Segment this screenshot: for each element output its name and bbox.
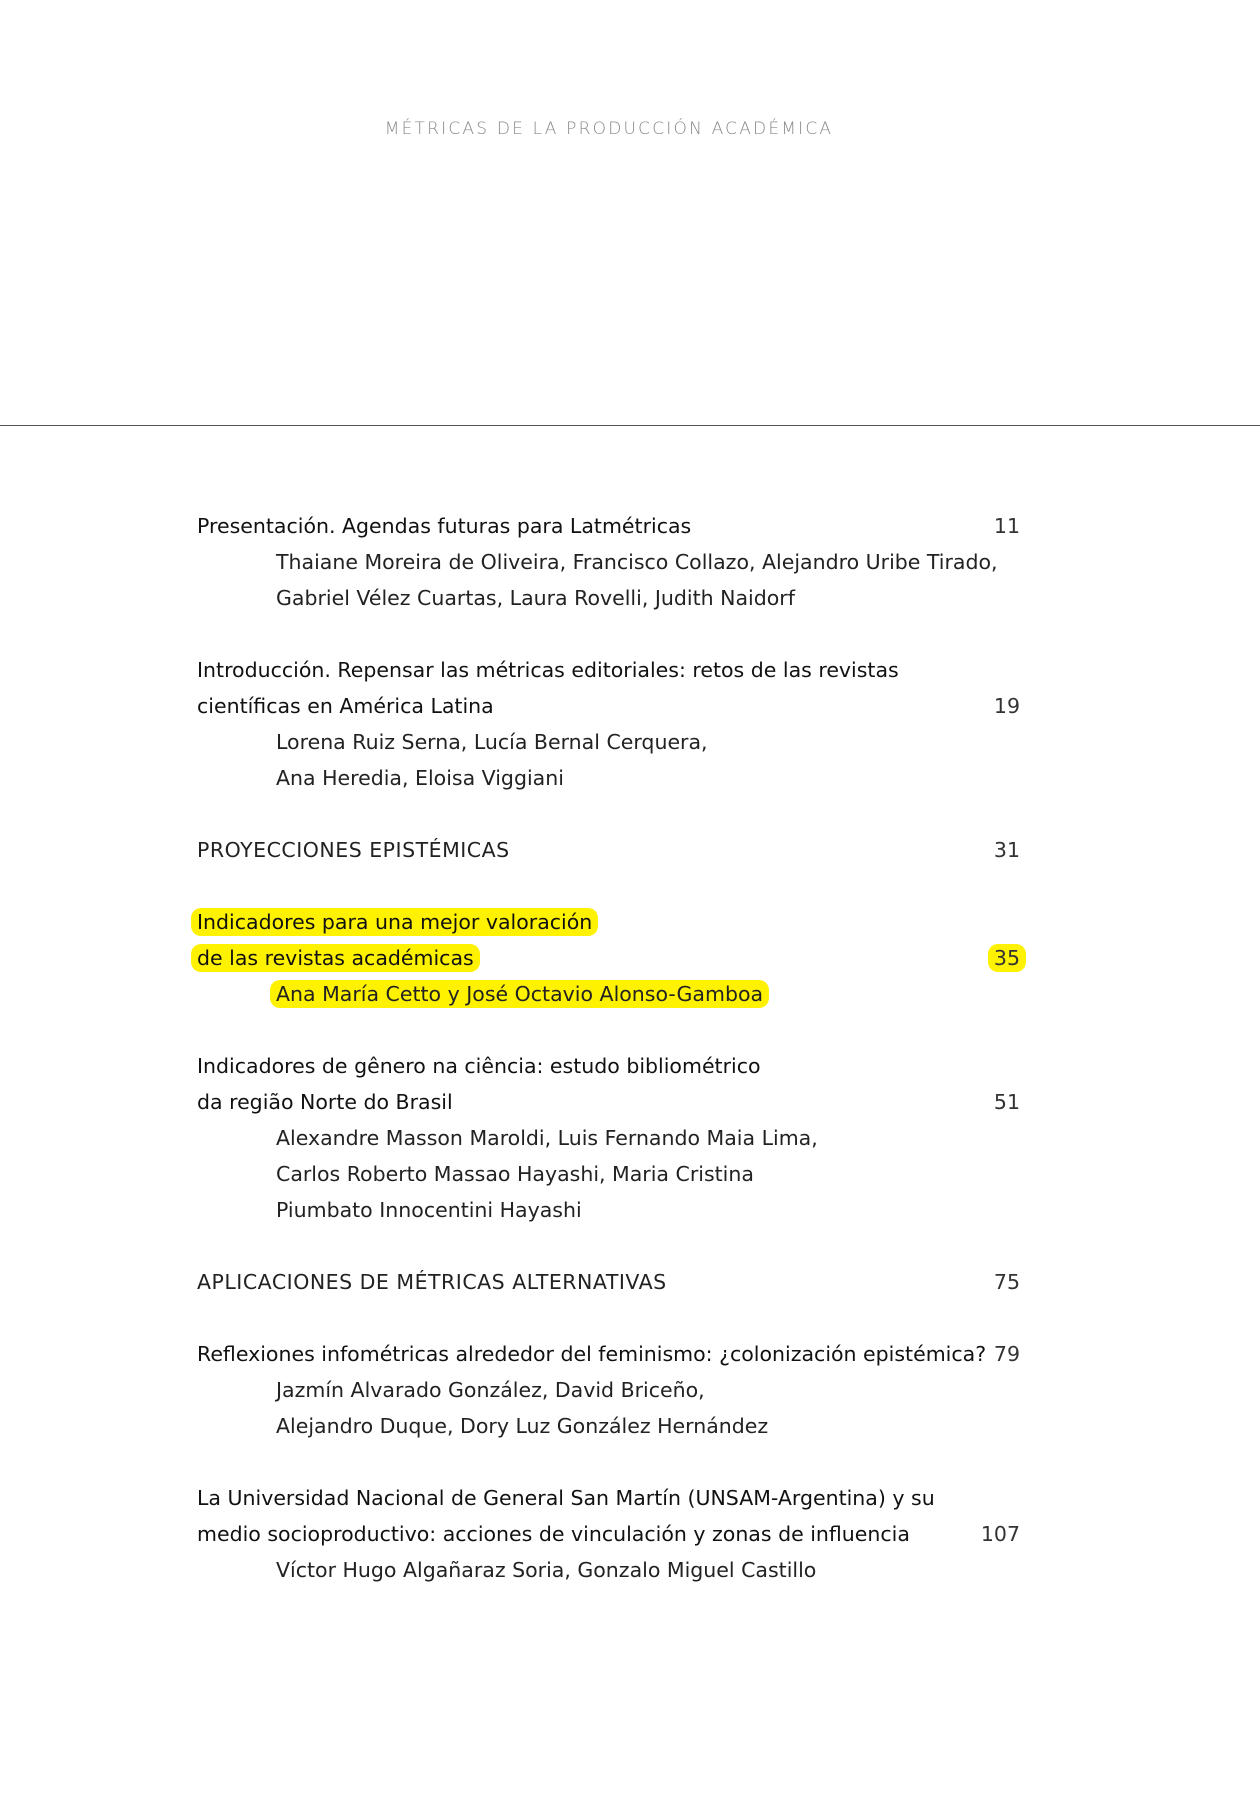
entry-title-line — [197, 1480, 1020, 1516]
toc-section — [197, 1264, 1020, 1300]
entry-title-line — [197, 688, 1020, 724]
page-number: 31 — [993, 838, 1020, 862]
title-text: Introducción. Repensar las métricas editoriales: retos de las revistas — [197, 658, 899, 682]
entry-authors-line: Piumbato Innocentini Hayashi — [276, 1198, 582, 1222]
title-text: Indicadores de gênero na ciência: estudo bibliométrico — [197, 1054, 761, 1078]
title-text: Reflexiones infométricas alrededor del feminismo: ¿colonización epistémica? — [197, 1342, 987, 1366]
table-of-contents — [197, 508, 1020, 1624]
entry-authors-line: Alejandro Duque, Dory Luz González Hernández — [276, 1414, 769, 1438]
title-text: Indicadores para una mejor valoración — [191, 908, 598, 936]
title-text: APLICACIONES DE MÉTRICAS ALTERNATIVAS — [197, 1270, 667, 1294]
entry-title-line — [197, 1336, 1020, 1372]
toc-entry — [197, 652, 1020, 796]
running-head: MÉTRICAS DE LA PRODUCCIÓN ACADÉMICA — [384, 119, 834, 139]
entry-authors-line: Ana María Cetto y José Octavio Alonso-Gamboa — [197, 976, 1020, 1012]
entry-title-line — [197, 904, 1020, 940]
title-text: PROYECCIONES EPISTÉMICAS — [197, 838, 510, 862]
entry-authors-line: Alexandre Masson Maroldi, Luis Fernando Maia Lima, — [276, 1126, 818, 1150]
entry-title-line — [197, 1516, 1020, 1552]
entry-title-line — [197, 652, 1020, 688]
section-title — [197, 832, 1020, 868]
toc-section — [197, 832, 1020, 868]
entry-authors-line: Gabriel Vélez Cuartas, Laura Rovelli, Judith Naidorf — [276, 586, 795, 610]
page-number: 75 — [993, 1270, 1020, 1294]
title-text: La Universidad Nacional de General San Martín (UNSAM-Argentina) y su — [197, 1486, 935, 1510]
title-text: medio socioproductivo: acciones de vinculación y zonas de influencia — [197, 1522, 910, 1546]
horizontal-rule — [0, 425, 1260, 426]
page-number: 107 — [980, 1522, 1020, 1546]
toc-entry — [197, 904, 1020, 1012]
toc-entry — [197, 1048, 1020, 1228]
page-number: 11 — [993, 514, 1020, 538]
toc-entry — [197, 1480, 1020, 1588]
page-number: 35 — [960, 940, 1020, 976]
section-title — [197, 1264, 1020, 1300]
entry-title-line — [197, 940, 1020, 976]
entry-title-line — [197, 1048, 1020, 1084]
page-number: 79 — [993, 1342, 1020, 1366]
title-text: da região Norte do Brasil — [197, 1090, 453, 1114]
entry-authors-line: Ana Heredia, Eloisa Viggiani — [276, 766, 564, 790]
title-text: científicas en América Latina — [197, 694, 494, 718]
entry-title-line — [197, 508, 1020, 544]
toc-entry — [197, 1336, 1020, 1444]
toc-entry — [197, 508, 1020, 616]
title-text: de las revistas académicas — [191, 944, 480, 972]
entry-authors-line: Carlos Roberto Massao Hayashi, Maria Cristina — [276, 1162, 754, 1186]
entry-authors-line: Víctor Hugo Algañaraz Soria, Gonzalo Miguel Castillo — [276, 1558, 817, 1582]
title-text: Presentación. Agendas futuras para Latmétricas — [197, 514, 692, 538]
entry-title-line — [197, 1084, 1020, 1120]
entry-authors-line: Lorena Ruiz Serna, Lucía Bernal Cerquera, — [276, 730, 708, 754]
entry-authors-line: Thaiane Moreira de Oliveira, Francisco Collazo, Alejandro Uribe Tirado, — [276, 550, 998, 574]
entry-authors-line: Jazmín Alvarado González, David Briceño, — [276, 1378, 705, 1402]
page-number: 51 — [993, 1090, 1020, 1114]
page-number: 19 — [993, 694, 1020, 718]
